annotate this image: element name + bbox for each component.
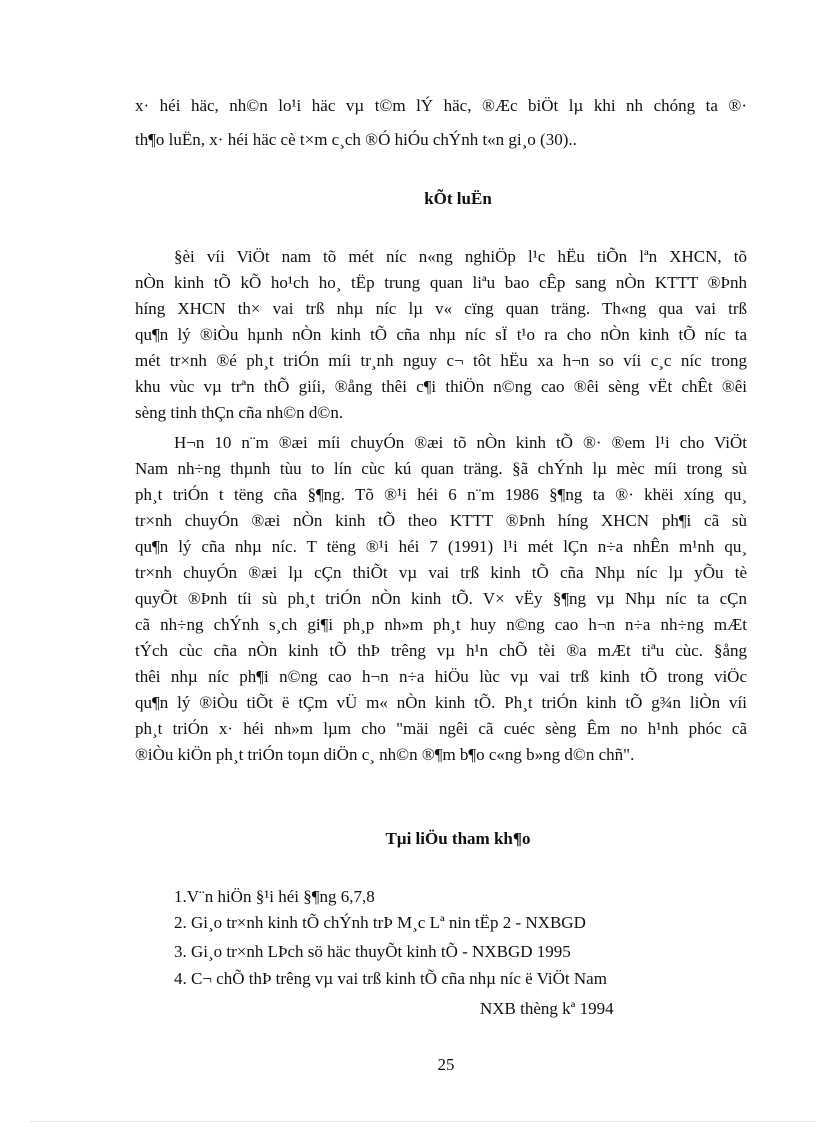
intro-line: x· héi häc, nh©n lo¹i häc vµ t©m lÝ häc, ®Æc biÖt lµ khi nh chóng ta ®· — [135, 96, 747, 115]
reference-item: 1.V¨n hiÖn §¹i héi §¶ng 6,7,8 — [174, 887, 375, 906]
paragraph-line: cã nh÷ng chÝnh s¸ch gi¶i ph¸p nh»m ph¸t huy n©ng cao h¬n n÷a nh÷ng mÆt — [135, 615, 747, 634]
paragraph-line: ®iÒu kiÖn ph¸t triÓn toµn diÖn c¸ nh©n ®¶m b¶o c«ng b»ng d©n chñ". — [135, 745, 635, 764]
reference-item: 2. Gi¸o tr×nh kinh tÕ chÝnh trÞ M¸c Lª nin tËp 2 - NXBGD — [174, 913, 586, 932]
paragraph-line: quyÕt ®Þnh tíi sù ph¸t triÓn nÒn kinh tÕ. V× vËy §¶ng vµ Nhµ níc ta cÇn — [135, 589, 747, 608]
paragraph-line: ph¸t triÓn t tëng cña §¶ng. Tõ ®¹i héi 6 n¨m 1986 §¶ng ta ®· khëi xíng qu¸ — [135, 485, 747, 504]
paragraph-line: khu vùc vµ trªn thÕ giíi, ®ång thêi c¶i thiÖn n©ng cao ®êi sèng vËt chÊt ®êi — [135, 377, 747, 396]
page-bottom-divider — [30, 1121, 816, 1122]
paragraph-line: thêi nhµ níc ph¶i n©ng cao h¬n n÷a hiÖu lùc vµ vai trß kinh tÕ trong viÖc — [135, 667, 747, 686]
paragraph-line: Nam nh÷ng thµnh tùu to lín cùc kú quan träng. §ã chÝnh lµ mèc míi trong sù — [135, 459, 747, 478]
reference-item-continuation: NXB thèng kª 1994 — [480, 999, 614, 1018]
paragraph-line: qu¶n lý ®iÒu tiÕt ë tÇm vÜ m« nÒn kinh tÕ. Ph¸t triÓn kinh tÕ g¾n liÒn víi — [135, 693, 747, 712]
paragraph-line: sèng tinh thÇn cña nh©n d©n. — [135, 403, 344, 422]
references-heading: Tµi liÖu tham kh¶o — [385, 829, 531, 848]
paragraph-line: tr×nh chuyÓn ®æi lµ cÇn thiÕt vµ vai trß kinh tÕ cña Nhµ níc lµ yÕu tè — [135, 563, 747, 582]
conclusion-heading: kÕt luËn — [424, 189, 492, 208]
paragraph-line: H¬n 10 n¨m ®æi míi chuyÓn ®æi tõ nÒn kinh tÕ ®· ®em l¹i cho ViÖt — [174, 433, 747, 452]
paragraph-line: §èi víi ViÖt nam tõ mét níc n«ng nghiÖp l¹c hËu tiÕn lªn XHCN, tõ — [174, 247, 747, 266]
paragraph-line: tÝch cùc cña nÒn kinh tÕ thÞ trêng vµ h¹n chÕ tèi ®a mÆt tiªu cùc. §ång — [135, 641, 747, 660]
reference-item: 4. C¬ chÕ thÞ trêng vµ vai trß kinh tÕ cña nhµ níc ë ViÖt Nam — [174, 969, 607, 988]
paragraph-line: nÒn kinh tÕ kÕ ho¹ch ho¸ tËp trung quan liªu bao cÊp sang nÒn KTTT ®Þnh — [135, 273, 747, 292]
page-number: 25 — [437, 1055, 455, 1074]
intro-line: th¶o luËn, x· héi häc cè t×m c¸ch ®Ó hiÓu chÝnh t«n gi¸o (30).. — [135, 130, 577, 149]
paragraph-line: qu¶n lý cña nhµ níc. T tëng ®¹i héi 7 (1991) l¹i mét lÇn n÷a nhÊn m¹nh qu¸ — [135, 537, 747, 556]
paragraph-line: mét tr×nh ®é ph¸t triÓn míi tr¸nh nguy c¬ tôt hËu xa h¬n so víi c¸c níc trong — [135, 351, 747, 370]
paragraph-line: híng XHCN th× vai trß nhµ níc lµ v« cïng quan träng. Th«ng qua vai trß — [135, 299, 747, 318]
reference-item: 3. Gi¸o tr×nh LÞch sö häc thuyÕt kinh tÕ - NXBGD 1995 — [174, 942, 571, 961]
paragraph-line: qu¶n lý ®iÒu hµnh nÒn kinh tÕ cña nhµ níc sÏ t¹o ra cho nÒn kinh tÕ níc ta — [135, 325, 747, 344]
paragraph-line: tr×nh chuyÓn ®æi nÒn kinh tÕ theo KTTT ®Þnh híng XHCN ph¶i cã sù — [135, 511, 747, 530]
paragraph-line: ph¸t triÓn x· héi nh»m lµm cho "mäi ngêi cã cuéc sèng Êm no h¹nh phóc cã — [135, 719, 747, 738]
